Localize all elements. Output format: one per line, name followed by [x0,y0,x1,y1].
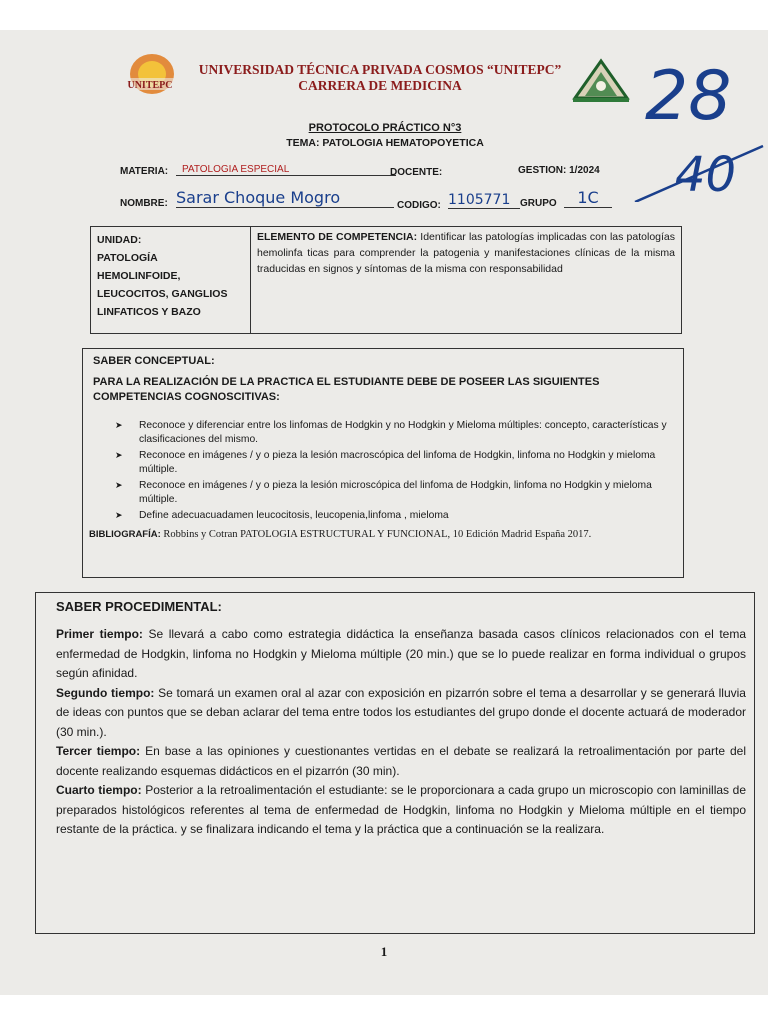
list-item [109,479,669,506]
protocol-title: PROTOCOLO PRÁCTICO N°3 [308,122,462,134]
unidad-label: UNIDAD: [97,234,142,246]
unidad-line: LINFATICOS Y BAZO [97,306,201,318]
step-label: Cuarto tiempo: [56,783,142,797]
arrow-bullet-icon: ➤ [115,510,123,520]
step-text: Se llevará a cabo como estrategia didáctica la enseñanza basada casos clínicos relacionados con el tema enfermedad de Hodgkin, linfoma no Hodgkin y Mieloma múltiple (20 min.) que se lo puede realizar en forma individual o grupos según afinidad. [56,627,747,680]
unidad-line: PATOLOGÍA [97,252,158,264]
saber-conceptual-box [82,348,684,578]
grade-total: 40 [675,147,737,203]
list-item [109,449,669,476]
competencia-body: Identificar las patologías implicadas con las patologías hemolinfa ticas para comprender la patogenia y manifestaciones clínicas de la misma traducidas en signos y síntomas de la misma con responsabilidad [257,231,675,275]
competencia-text [257,229,675,277]
grupo-value: 1C [564,188,612,208]
step-text: En base a las opiniones y cuestionantes vertidas en el debate se realizará la retroalimentación por parte del docente realizando esquemas didácticos en el pizarrón (30 min). [56,744,746,778]
unidad-line: LEUCOCITOS, GANGLIOS [97,288,228,300]
career-name: CARRERA DE MEDICINA [298,78,462,93]
step-paragraph [56,742,746,781]
arrow-bullet-icon: ➤ [115,450,123,460]
list-item-text: Reconoce y diferenciar entre los linfomas de Hodgkin y no Hodgkin y Mieloma múltiples: concepto, características y clasificaciones del mismo. [139,420,667,445]
nombre-label: NOMBRE: [120,198,168,209]
medicine-logo-right [572,58,630,104]
unidad-line: HEMOLINFOIDE, [97,270,181,282]
arrow-bullet-icon: ➤ [115,420,123,430]
conceptual-header: SABER CONCEPTUAL: [93,355,215,367]
saber-procedimental-box [35,592,755,934]
materia-label: MATERIA: [120,166,169,177]
conceptual-intro: PARA LA REALIZACIÓN DE LA PRACTICA EL ESTUDIANTE DEBE DE POSEER LAS SIGUIENTES COMPETENCIAS COGNOSCITIVAS: [93,376,600,403]
step-text: Se tomará un examen oral al azar con exposición en pizarrón sobre el tema a desarrollar y se generará lluvia de ideas con puntos que se deban aclarar del tema entre todos los estudiantes del grupo donde el docente actuará de moderador (30 min.). [56,685,746,739]
document-page [0,30,768,995]
step-label: Primer tiempo: [56,627,143,641]
competencia-label: ELEMENTO DE COMPETENCIA: [257,231,418,243]
step-label: Tercer tiempo: [56,744,141,758]
procedimental-body [56,625,746,840]
bibliography-text: Robbins y Cotran PATOLOGIA ESTRUCTURAL Y FUNCIONAL, 10 Edición Madrid España 2017. [163,529,592,540]
list-item-text: Define adecuacuadamen leucocitosis, leucopenia,linfoma , mieloma [139,510,449,521]
university-name: UNIVERSIDAD TÉCNICA PRIVADA COSMOS “UNITEPC” [198,62,562,77]
list-item-text: Reconoce en imágenes / y o pieza la lesión macroscópica del linfoma de Hodgkin, linfoma no Hodgkin y mieloma múltiple. [139,450,656,475]
list-item-text: Reconoce en imágenes / y o pieza la lesión microscópica del linfoma de Hodgkin, linfoma no Hodgkin y mieloma múltiple. [139,480,652,505]
step-label: Segundo tiempo: [56,685,155,700]
grade-score: 28 [645,57,732,136]
list-item [109,509,669,523]
page-number: 1 [380,944,388,959]
step-paragraph [56,781,746,840]
materia-value: PATOLOGIA ESPECIAL [176,164,396,176]
bibliography [89,527,674,543]
step-paragraph [56,684,746,743]
step-text: Posterior a la retroalimentación el estudiante: se le proporcionara a cada grupo un microscopio con laminillas de preparados histológicos referentes al tema de enfermedad de Hodgkin, linfoma no Hodgkin y Mieloma múltiple en el tiempo restante de la práctica. y se finalizara indicando el tema y la práctica que a continuación se la realizara. [56,783,746,836]
codigo-value: 1105771 [448,192,520,209]
logo-text: UNITEPC [127,80,173,91]
university-logo-left [122,52,178,98]
nombre-value: Sarar Choque Mogro [176,188,394,208]
grupo-label: GRUPO [520,198,557,209]
unidad-box [90,226,682,334]
university-header [180,62,580,94]
arrow-bullet-icon: ➤ [115,480,123,490]
unidad-column [91,227,251,333]
step-paragraph [56,625,746,684]
protocol-theme: TEMA: PATOLOGIA HEMATOPOYETICA [286,137,484,149]
docente-label: DOCENTE: [390,167,443,178]
procedimental-header: SABER PROCEDIMENTAL: [56,599,222,614]
gestion-label: GESTION: 1/2024 [518,165,600,176]
competencias-list [109,419,669,526]
codigo-label: CODIGO: [397,200,441,211]
bibliography-label: BIBLIOGRAFÍA: [89,529,161,540]
handwritten-grade [625,52,765,202]
list-item [109,419,669,446]
